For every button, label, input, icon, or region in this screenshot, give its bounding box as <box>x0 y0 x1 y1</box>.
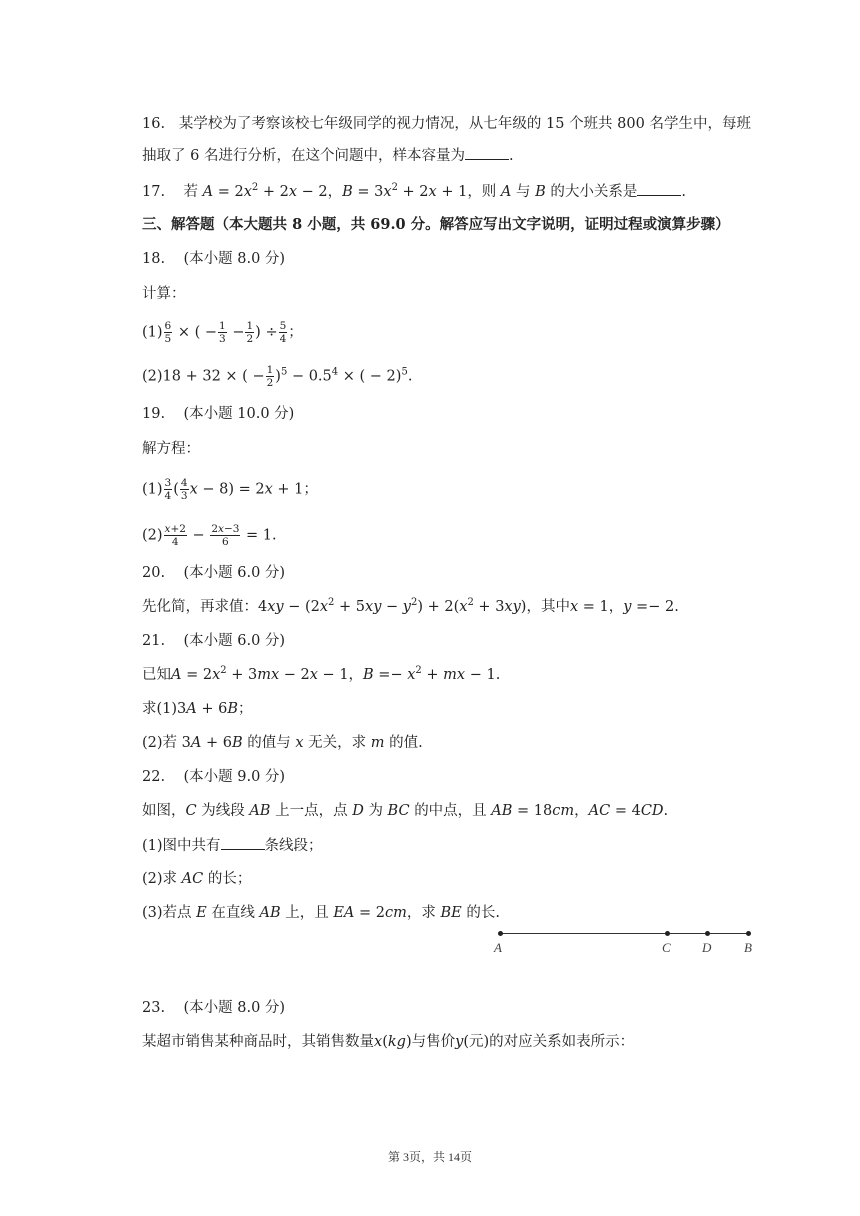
question-number: 22. <box>142 769 166 785</box>
question-number: 20. <box>142 565 166 581</box>
question-number: 17. <box>142 184 166 200</box>
question-19-part-2: (2) $\frac{x+2}{4}$ − $\frac{2x-3}{6}$ = 1. <box>142 523 277 548</box>
page-footer: 第 3页，共 14页 <box>387 1150 472 1164</box>
question-22-part-1 <box>142 835 323 856</box>
label-c: C <box>662 940 671 955</box>
part-label: (2)若 <box>142 735 178 751</box>
point-b <box>746 931 751 936</box>
question-21-part-1: 求(1)3A + 6B； <box>142 701 253 717</box>
var-a: A <box>500 184 512 200</box>
answer-blank <box>465 145 509 160</box>
part-label: 求(1) <box>142 701 178 717</box>
question-22-part-3: (3)若点 E 在直线 AB 上，且 EA = 2cm，求 BE 的长. <box>142 905 500 921</box>
question-text: 已知 <box>142 667 171 683</box>
question-instruction: 解方程： <box>142 441 200 457</box>
part-label: (1)图中共有 <box>142 838 221 854</box>
part-label: (3)若点 <box>142 905 192 921</box>
question-text: ，则 <box>467 184 497 200</box>
formula-a: $A = 2x^2 + 2x - 2$，$B = 3x^2 + 2x + 1$ <box>202 182 468 200</box>
question-text: 与 <box>516 184 531 200</box>
var-b: B <box>535 184 546 200</box>
question-text: 个班共 <box>569 116 613 132</box>
question-text: ，求 <box>406 905 436 921</box>
question-number: 18. <box>142 251 166 267</box>
question-points: (本小题 8.0 分) <box>183 1000 286 1016</box>
question-text: 的长. <box>466 905 500 921</box>
punctuation: . <box>508 148 514 164</box>
part-label: (1) <box>142 481 163 498</box>
question-20-body: 先化简，再求值：$4xy - (2x^2 + 5xy - y^2) + 2(x^2 + 3xy)$，其中x = 1，y =− 2. <box>142 597 679 615</box>
section-score: 69.0 <box>370 216 406 233</box>
number-classes: 15 <box>546 116 565 132</box>
part-label: (2)求 <box>142 871 178 887</box>
question-number: 23. <box>142 1000 166 1016</box>
question-22-body: 如图，C 为线段 AB 上一点，点 D 为 BC 的中点，且 AB = 18cm，AC = 4CD. <box>142 803 669 819</box>
question-number: 19. <box>142 406 166 422</box>
segment-figure <box>494 926 764 962</box>
question-instruction: 计算： <box>142 286 186 302</box>
question-23-body: 某超市销售某种商品时，其销售数量x(kg)与售价y(元)的对应关系如表所示： <box>142 1034 635 1050</box>
question-text: 名学生中，每班抽取了 <box>142 116 751 164</box>
label-b: B <box>744 940 752 955</box>
question-21-header <box>142 631 285 651</box>
question-text: 先化简，再求值： <box>142 599 258 615</box>
question-text: 某学校为了考察该校七年级同学的视力情况，从七年级的 <box>178 116 542 132</box>
question-number: 21. <box>142 633 166 649</box>
question-19-header <box>142 404 294 424</box>
question-number: 16. <box>142 116 166 132</box>
question-text: 为线段 <box>201 803 245 819</box>
question-points: (本小题 6.0 分) <box>183 565 286 581</box>
section-count: 8 <box>292 216 303 233</box>
question-text: 为 <box>368 803 383 819</box>
question-points: (本小题 10.0 分) <box>183 406 295 422</box>
question-19-part-1: (1) $\frac{3}{4}$ ( $\frac{4}{3}$ x − 8) = 2x + 1； <box>142 477 318 502</box>
number-sampled: 6 <box>190 148 200 164</box>
question-points: (本小题 8.0 分) <box>183 251 286 267</box>
question-22-header <box>142 767 285 787</box>
question-text: 在直线 <box>211 905 255 921</box>
question-text: 的值. <box>389 735 423 751</box>
question-22-part-2: (2)求 AC 的长； <box>142 871 252 887</box>
fraction: $\frac{6}{5}$ <box>164 320 172 345</box>
question-16 <box>142 108 752 172</box>
point-c <box>665 931 670 936</box>
question-text: 无关，求 <box>308 735 367 751</box>
question-23-header <box>142 998 285 1018</box>
punctuation: . <box>681 184 686 200</box>
question-text: 条线段； <box>264 838 323 854</box>
question-18-part-1: (1) $\frac{6}{5}$ × ( − $\frac{1}{3}$ − $\frac{1}{2}$ ) ÷ $\frac{5}{4}$ ； <box>142 320 303 345</box>
part-label: (2) <box>142 527 163 544</box>
answer-blank <box>637 181 681 196</box>
section-heading <box>142 215 730 235</box>
section-title-part: 小题，共 <box>307 216 366 233</box>
question-text: 的对应关系如表所示： <box>489 1034 635 1050</box>
part-label: (1) <box>142 324 163 341</box>
question-text: 与售价 <box>411 1034 456 1050</box>
section-title-part: 分。解答应写出文字说明，证明过程或演算步骤） <box>410 216 730 233</box>
label-d: D <box>702 940 712 955</box>
part-label: (2) <box>142 368 163 385</box>
question-18-header <box>142 249 285 269</box>
answer-blank <box>221 835 265 850</box>
section-title-part: 三、解答题（本大题共 <box>142 216 287 233</box>
question-text: (元) <box>463 1034 490 1050</box>
question-21-given: 已知$A = 2x^2 + 3mx - 2x - 1$，$B =- x^2$ + mx − 1. <box>142 665 501 683</box>
label-a: A <box>494 940 502 955</box>
question-text: 如图， <box>142 803 186 819</box>
point-d <box>705 931 710 936</box>
question-20-header <box>142 563 285 583</box>
question-text: 名进行分析，在这个问题中，样本容量为 <box>203 148 465 164</box>
question-points: (本小题 9.0 分) <box>183 769 286 785</box>
question-text: 的中点，且 <box>414 803 487 819</box>
question-text: 的值与 <box>247 735 291 751</box>
question-18-part-2: (2)18 + 32 × ( − $\frac{1}{2}$ )$^5 - 0.5^4$ × ( − 2)$^5$. <box>142 364 413 389</box>
question-text: 若 <box>183 184 198 200</box>
segment-line <box>500 933 750 934</box>
point-a <box>498 931 503 936</box>
question-text: 上一点，点 <box>275 803 348 819</box>
number-students: 800 <box>617 116 645 132</box>
question-17 <box>142 181 686 202</box>
question-text: ，其中 <box>526 599 570 615</box>
question-points: (本小题 6.0 分) <box>183 633 286 649</box>
question-text: 的大小关系是 <box>550 184 638 200</box>
question-21-part-2: (2)若 3A + 6B 的值与 x 无关，求 m 的值. <box>142 735 423 751</box>
question-text: 的长； <box>207 871 252 887</box>
question-text: 上，且 <box>285 905 329 921</box>
question-text: 某超市销售某种商品时，其销售数量 <box>142 1034 374 1050</box>
